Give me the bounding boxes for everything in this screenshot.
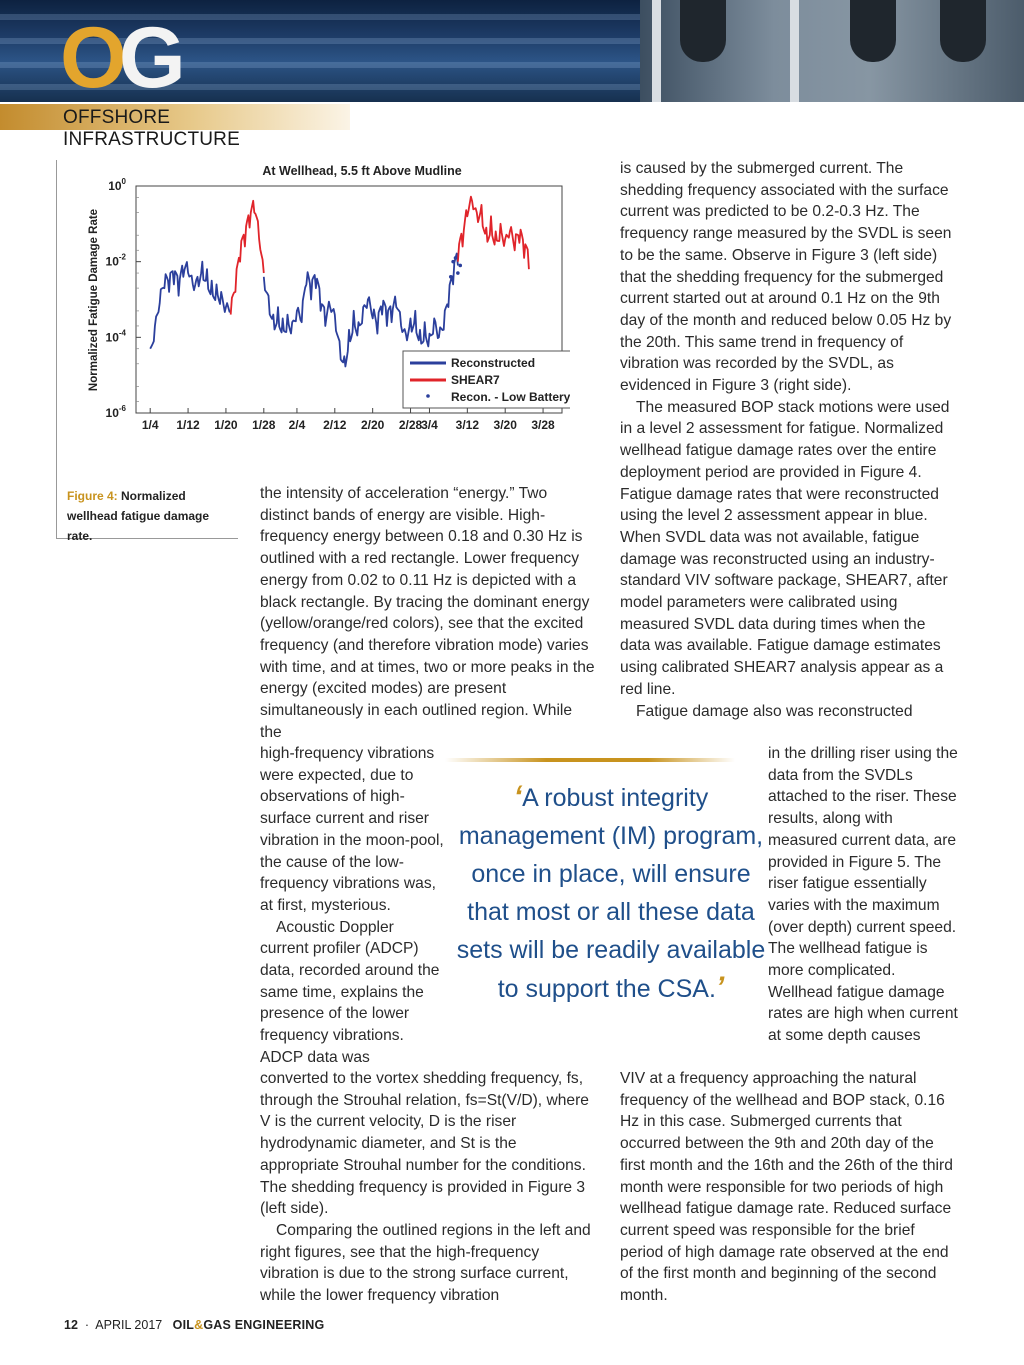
x-tick-label: 3/20	[493, 418, 517, 432]
column-1-bottom	[260, 1068, 596, 1307]
page-number: 12	[64, 1318, 78, 1332]
series-point-recon-low-battery	[454, 256, 458, 260]
issue-date: APRIL 2017	[95, 1318, 163, 1332]
x-tick-label: 3/28	[531, 418, 555, 432]
series-point-recon-low-battery	[451, 260, 455, 264]
section-header	[0, 104, 350, 150]
x-tick-label: 1/4	[141, 418, 159, 432]
rig-pipe	[790, 0, 799, 102]
series-point-recon-low-battery	[458, 264, 462, 268]
logo-letter-g: G	[118, 10, 178, 102]
rig-equipment	[940, 0, 986, 62]
column-2-bottom	[620, 1068, 960, 1307]
chart-ylabel: Normalized Fatigue Damage Rate	[88, 208, 100, 392]
pullquote-rule	[445, 758, 735, 762]
chart-title: At Wellhead, 5.5 ft Above Mudline	[262, 164, 462, 178]
paragraph: converted to the vortex shedding frequency, fs, through the Strouhal relation, fs=St(V/D), where V is the current velocity, D is the riser hydrodynamic diameter, and St is the appropriate Strouhal number for the conditions. The shedding frequency is provided in Figure 3 (left side).	[260, 1070, 589, 1218]
rig-equipment	[680, 0, 726, 62]
paragraph: is caused by the submerged current. The shedding frequency associated with the surface current was predicted to be 0.2-0.3 Hz. The frequency range measured by the SVDL is seen to be the same. Observe in Figure 3 (left side) that the shedding frequency for the submerged current started out at around 0.1 Hz on the 9th day of the month and reduced below 0.05 Hz by the 20th. This same trend in frequency of vibration was recorded by the SVDL, as evidenced in Figure 3 (right side).	[620, 160, 952, 395]
footer-separator: ·	[84, 1318, 90, 1332]
y-tick-label: $10^0$	[108, 177, 126, 193]
legend-swatch-low-battery	[426, 394, 430, 398]
logo-letter-o: O	[60, 10, 119, 102]
caption-label: Figure 4:	[67, 489, 118, 503]
legend-label-reconstructed: Reconstructed	[451, 356, 536, 370]
brand-ampersand: &	[194, 1318, 204, 1332]
paragraph: The measured BOP stack motions were used in a level 2 assessment for fatigue. Normalized wellhead fatigue damage rates over the entire deployment period are provided in Figure 4. Fatigue damage rates that were reconstructed using the level 2 assessment appear in blue. When SVDL data was not available, fatigue damage was reconstructed using an industry-standard VIV software package, SHEAR7, after model parameters were calibrated using measured SVDL data during times when the data was available. Fatigue damage estimates using calibrated SHEAR7 analysis appear as a red line.	[620, 398, 950, 698]
page-footer	[64, 1318, 324, 1332]
y-tick-label: $10^{-6}$	[105, 404, 126, 420]
close-quote-mark: ’	[715, 971, 725, 1004]
y-tick-label: $10^{-4}$	[105, 328, 126, 345]
x-tick-label: 2/28	[398, 418, 423, 432]
x-tick-label: 1/20	[214, 418, 238, 432]
x-tick-label: 2/20	[360, 418, 385, 432]
paragraph: in the drilling riser using the data from the SVDLs attached to the riser. These results, along with measured current data, are provided in Figure 5. The riser fatigue essentially varies with the maximum (over depth) current speed. The wellhead fatigue is more complicated. Wellhead fatigue damage rates are high when current at some depth causes	[768, 745, 958, 1045]
paragraph: VIV at a frequency approaching the natural frequency of the wellhead and BOP stack, 0.16 Hz in this case. Submerged currents that occurred between the 9th and 20th day of the first month and the 16th and the 26th of the third month were responsible for two periods of high wellhead fatigue damage rate. Reduced surface current speed was responsible for the brief period of high damage rate observed at the end of the first month and beginning of the second month.	[620, 1070, 953, 1305]
x-tick-label: 1/28	[252, 418, 276, 432]
section-title: OFFSHORE INFRASTRUCTURE	[63, 107, 240, 150]
x-tick-label: 3/4	[421, 418, 438, 432]
paragraph: Acoustic Doppler current profiler (ADCP) data, recorded around the same time, explains the presence of the lower frequency vibrations. ADCP data was	[260, 918, 440, 1066]
y-tick-label: $10^{-2}$	[105, 252, 126, 269]
legend-label-shear7: SHEAR7	[451, 373, 500, 387]
brand-part: GAS ENGINEERING	[203, 1318, 325, 1332]
rig-pipe	[652, 0, 661, 102]
x-tick-label: 3/12	[455, 418, 480, 432]
magazine-name	[173, 1318, 325, 1332]
chart-legend	[403, 351, 570, 408]
fatigue-chart	[70, 155, 570, 440]
paragraph: the intensity of acceleration “energy.” Two distinct bands of energy are visible. High-frequency energy between 0.18 and 0.30 Hz is outlined with a red rectangle. Lower frequency energy from 0.02 to 0.11 Hz is depicted with a black rectangle. By tracing the dominant energy (yellow/orange/red colors), see that the excited frequency (and therefore vibration mode) varies with time, and at times, two or more peaks in the energy (excited modes) are present simultaneously in each outlined region. While the	[260, 485, 595, 741]
column-2-wrap	[768, 743, 960, 1047]
brand-part: OIL	[172, 1318, 195, 1332]
header-banner	[0, 0, 1024, 102]
rig-photo	[640, 0, 1024, 102]
x-tick-label: 2/4	[288, 418, 306, 432]
paragraph: Fatigue damage also was reconstructed	[636, 702, 913, 720]
figure-caption	[67, 486, 232, 546]
open-quote-mark: ‘	[513, 780, 523, 813]
series-point-recon-low-battery	[449, 275, 453, 279]
caption-text: Normalized wellhead fatigue damage rate.	[67, 489, 210, 543]
column-1-wrap	[260, 743, 446, 1069]
pullquote-text: A robust integrity management (IM) program, once in place, will ensure that most or all these data sets will be readily available to support the CSA.	[456, 784, 766, 1003]
paragraph: high-frequency vibrations were expected, due to observations of high-surface current and riser vibration in the moon-pool, the cause of the low-frequency vibrations was, at first, mysterious.	[260, 745, 444, 914]
column-2-top	[620, 158, 960, 722]
legend-label-low-battery: Recon. - Low Battery	[451, 390, 570, 404]
og-logo	[60, 10, 178, 102]
paragraph: Comparing the outlined regions in the left and right figures, see that the high-frequency vibration is due to the strong surface current, while the lower frequency vibration	[260, 1221, 591, 1305]
series-point-recon-low-battery	[456, 271, 460, 275]
pullquote	[452, 778, 770, 1008]
rig-equipment	[850, 0, 896, 62]
x-tick-label: 2/12	[323, 418, 347, 432]
column-1-top	[260, 483, 595, 743]
x-tick-label: 1/12	[176, 418, 200, 432]
